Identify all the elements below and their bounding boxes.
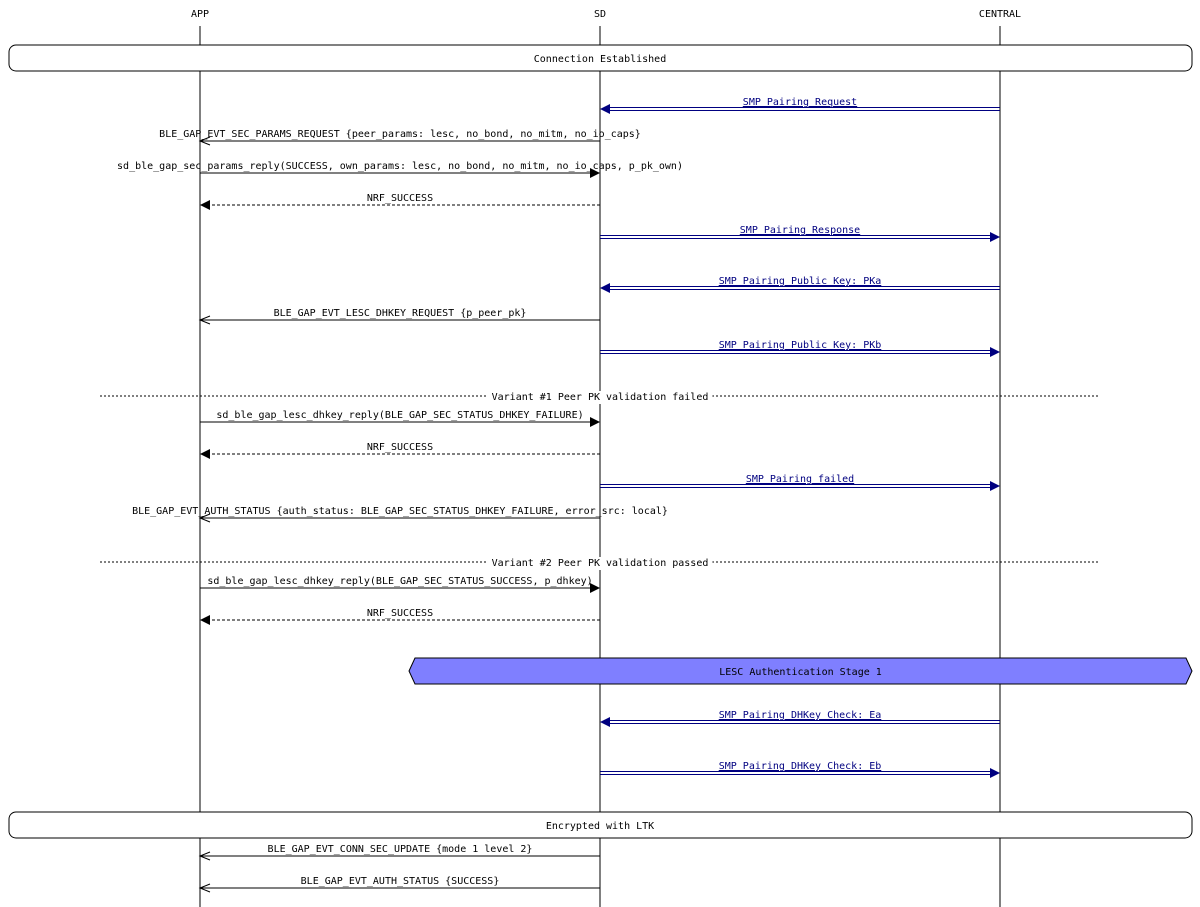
message-label: NRF_SUCCESS bbox=[366, 193, 434, 204]
message-smp-pairing-failed bbox=[600, 474, 1000, 491]
divider-variant-2-peer-pk-validation-passed bbox=[100, 557, 1100, 570]
message-label: BLE_GAP_EVT_AUTH_STATUS {SUCCESS} bbox=[300, 876, 500, 887]
message-label: BLE_GAP_EVT_CONN_SEC_UPDATE {mode 1 level 2} bbox=[267, 844, 533, 855]
message-label: NRF_SUCCESS bbox=[366, 608, 434, 619]
message-label: SMP Pairing DHKey Check: Ea bbox=[718, 710, 882, 721]
arrowhead bbox=[990, 768, 1000, 778]
message-label: sd_ble_gap_lesc_dhkey_reply(BLE_GAP_SEC_STATUS_SUCCESS, p_dhkey) bbox=[207, 576, 593, 587]
message-smp-pairing-dhkey-check-ea bbox=[600, 710, 1000, 727]
participant-central: CENTRAL bbox=[978, 9, 1022, 20]
banner-connection-established bbox=[9, 45, 1192, 71]
message-ble-gap-evt-lesc-dhkey-request-p-peer-pk bbox=[200, 308, 600, 324]
arrowhead bbox=[200, 200, 210, 210]
message-label: BLE_GAP_EVT_AUTH_STATUS {auth_status: BLE_GAP_SEC_STATUS_DHKEY_FAILURE, error_src: local} bbox=[132, 506, 668, 517]
arrowhead bbox=[600, 104, 610, 114]
message-label: SMP Pairing Request bbox=[742, 97, 858, 108]
message-smp-pairing-public-key-pka bbox=[600, 276, 1000, 293]
message-smp-pairing-public-key-pkb bbox=[600, 340, 1000, 357]
arrowhead bbox=[600, 717, 610, 727]
arrowhead bbox=[990, 347, 1000, 357]
message-label: sd_ble_gap_lesc_dhkey_reply(BLE_GAP_SEC_STATUS_DHKEY_FAILURE) bbox=[216, 410, 584, 421]
banner-encrypted-with-ltk bbox=[9, 812, 1192, 838]
participant-app: APP bbox=[190, 9, 210, 20]
message-label: BLE_GAP_EVT_LESC_DHKEY_REQUEST {p_peer_pk} bbox=[273, 308, 527, 319]
divider-label: Variant #2 Peer PK validation passed bbox=[491, 558, 709, 569]
divider-label: Variant #1 Peer PK validation failed bbox=[491, 392, 709, 403]
message-label: SMP Pairing Public Key: PKa bbox=[718, 276, 882, 287]
message-ble-gap-evt-auth-status-success bbox=[200, 876, 600, 892]
arrowhead bbox=[200, 449, 210, 459]
message-sd-ble-gap-sec-params-reply-success-own- bbox=[117, 161, 683, 178]
message-sd-ble-gap-lesc-dhkey-reply-ble-gap-sec- bbox=[200, 576, 600, 593]
message-nrf-success bbox=[200, 608, 600, 625]
message-label: sd_ble_gap_sec_params_reply(SUCCESS, own_params: lesc, no_bond, no_mitm, no_io_caps, p_pk_own) bbox=[117, 161, 683, 172]
arrowhead bbox=[990, 481, 1000, 491]
arrowhead bbox=[990, 232, 1000, 242]
divider-variant-1-peer-pk-validation-failed bbox=[100, 391, 1100, 404]
message-label: SMP Pairing Public Key: PKb bbox=[718, 340, 882, 351]
message-nrf-success bbox=[200, 193, 600, 210]
participant-headers bbox=[191, 9, 1021, 20]
message-sd-ble-gap-lesc-dhkey-reply-ble-gap-sec- bbox=[200, 410, 600, 427]
message-ble-gap-evt-conn-sec-update-mode-1-level bbox=[200, 844, 600, 860]
message-smp-pairing-response bbox=[600, 225, 1000, 242]
stage-lesc-authentication-stage-1 bbox=[409, 658, 1192, 684]
banner-label: Encrypted with LTK bbox=[545, 821, 655, 832]
stage-label: LESC Authentication Stage 1 bbox=[719, 667, 882, 678]
message-label: BLE_GAP_EVT_SEC_PARAMS_REQUEST {peer_params: lesc, no_bond, no_mitm, no_io_caps} bbox=[159, 129, 641, 140]
arrowhead bbox=[200, 615, 210, 625]
participant-sd: SD bbox=[593, 9, 607, 20]
arrowhead bbox=[590, 417, 600, 427]
message-smp-pairing-request bbox=[600, 97, 1000, 114]
message-nrf-success bbox=[200, 442, 600, 459]
message-label: SMP Pairing failed bbox=[745, 474, 855, 485]
message-label: NRF_SUCCESS bbox=[366, 442, 434, 453]
arrowhead bbox=[600, 283, 610, 293]
message-label: SMP Pairing Response bbox=[739, 225, 861, 236]
message-label: SMP Pairing DHKey Check: Eb bbox=[718, 761, 882, 772]
banner-label: Connection Established bbox=[533, 54, 667, 65]
message-smp-pairing-dhkey-check-eb bbox=[600, 761, 1000, 778]
message-ble-gap-evt-auth-status-auth-status-ble- bbox=[132, 506, 668, 522]
message-ble-gap-evt-sec-params-request-peer-para bbox=[159, 129, 641, 145]
